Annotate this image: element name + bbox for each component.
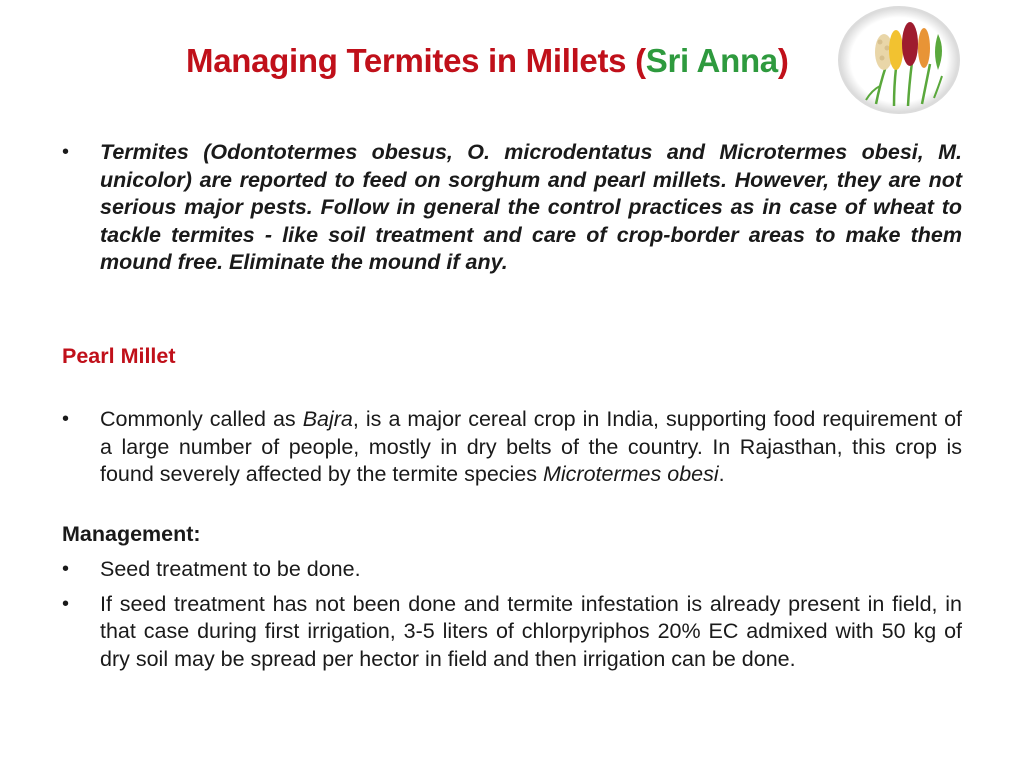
bajra-term: Bajra (302, 407, 353, 431)
list-item (62, 139, 962, 277)
millet-grains-logo-icon (836, 4, 962, 116)
list-item (62, 591, 962, 674)
pearl-millet-text (100, 406, 962, 489)
list-item (62, 406, 962, 489)
bullet-marker: • (62, 408, 70, 430)
title-highlight: Sri Anna (645, 42, 778, 79)
termites-text: Termites (Odontotermes obesus, O. microdentatus and Microtermes obesi, M. unicolor) are reported to feed on sorghum and pearl millets. However, they are not serious major pests. Follow in general the control practices as in case of wheat to tackle termites - like soil treatment and care of crop-border areas to make them mound free. Eliminate the mound if any. (100, 140, 962, 274)
termites-bullet (62, 139, 962, 277)
pearl-millet-bullet (62, 406, 962, 489)
text-run: Commonly called as (100, 407, 303, 431)
bullet-marker: • (62, 592, 70, 615)
management-item-1: Seed treatment to be done. (100, 557, 361, 581)
bullet-marker: • (62, 141, 70, 163)
text-run: . (718, 462, 725, 486)
slide-title (186, 42, 789, 80)
management-item-2: If seed treatment has not been done and termite infestation is already present in field, in that case during first irrigation, 3-5 liters of chlorpyriphos 20% EC admixed with 50 kg of dry soil may be spread per hector in field and then irrigation can be done. (100, 591, 962, 671)
bullet-marker: • (62, 558, 70, 580)
species-name: Microtermes obesi (543, 462, 719, 486)
pearl-millet-heading: Pearl Millet (62, 344, 176, 368)
text-run: , is a major cereal crop in India, supporting food requirement of a large number of people, mostly in dry belts of the country. In Rajasthan, this crop is found severely affected by the termite species (100, 407, 962, 486)
title-main: Managing Termites in Millets ( (186, 42, 646, 79)
title-close: ) (777, 42, 789, 79)
management-heading: Management: (62, 522, 201, 546)
list-item (62, 556, 962, 584)
management-list (62, 556, 962, 673)
